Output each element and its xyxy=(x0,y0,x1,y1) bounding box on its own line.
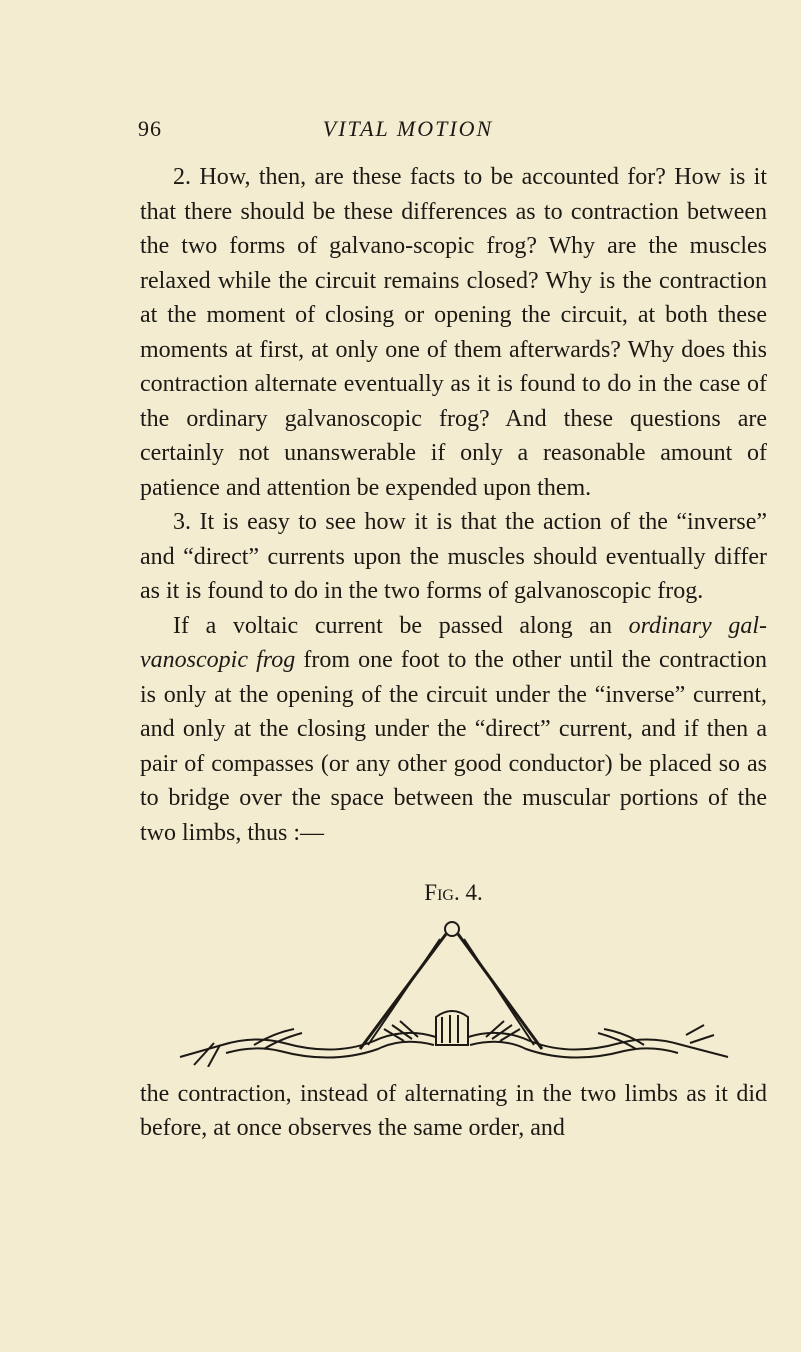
running-title: VITAL MOTION xyxy=(322,116,494,141)
paragraph-currents: 3. It is easy to see how it is that the action of the “inverse” and “direct” currents upon the muscles should eventually differ as it is found to do in the two forms of galvanoscopic frog. xyxy=(140,509,767,604)
page-number: 96 xyxy=(138,116,162,141)
paragraph-experiment xyxy=(140,609,767,851)
figure-label: Fig. 4. xyxy=(424,880,483,905)
compass-hinge xyxy=(445,922,459,936)
frog-compasses-illustration xyxy=(174,917,734,1067)
experiment-text-end: from one foot to the other until the contraction is only at the opening of the circuit under the “inverse” current, and only at the closing under the “direct” current, and if then a pair of compasses (or any other good conductor) be placed so as to bridge over the space between the muscular portions of the two limbs, thus :— xyxy=(140,647,767,846)
experiment-italic-term: ordinary gal-vanoscopic frog xyxy=(140,612,767,673)
body-text xyxy=(140,160,767,1146)
compass-right-leg xyxy=(458,934,542,1049)
experiment-text-start: If a voltaic current be passed along an xyxy=(173,612,629,639)
paragraph-questions: 2. How, then, are these facts to be accounted for? How is it that there should be these differences as to contraction between the two forms of galvano-scopic frog? Why are the muscles relaxed while the circuit remains closed? Why is the contraction at the moment of closing or opening the circuit, at both these moments at first, at only one of them afterwards? Why does this contraction alternate eventually as it is found to do in the case of the ordinary galvanoscopic frog? And these questions are certainly not unanswerable if only a reasonable amount of patience and attention be expended upon them. xyxy=(140,164,767,501)
compass-right-leg-inner xyxy=(464,939,534,1045)
compass-left-leg-inner xyxy=(368,939,440,1045)
paragraph-continuation: the contraction, instead of alternating in the two limbs as it did before, at once observes the same order, and xyxy=(140,1080,767,1141)
page-header xyxy=(138,116,678,146)
frog-spine xyxy=(436,1011,468,1045)
